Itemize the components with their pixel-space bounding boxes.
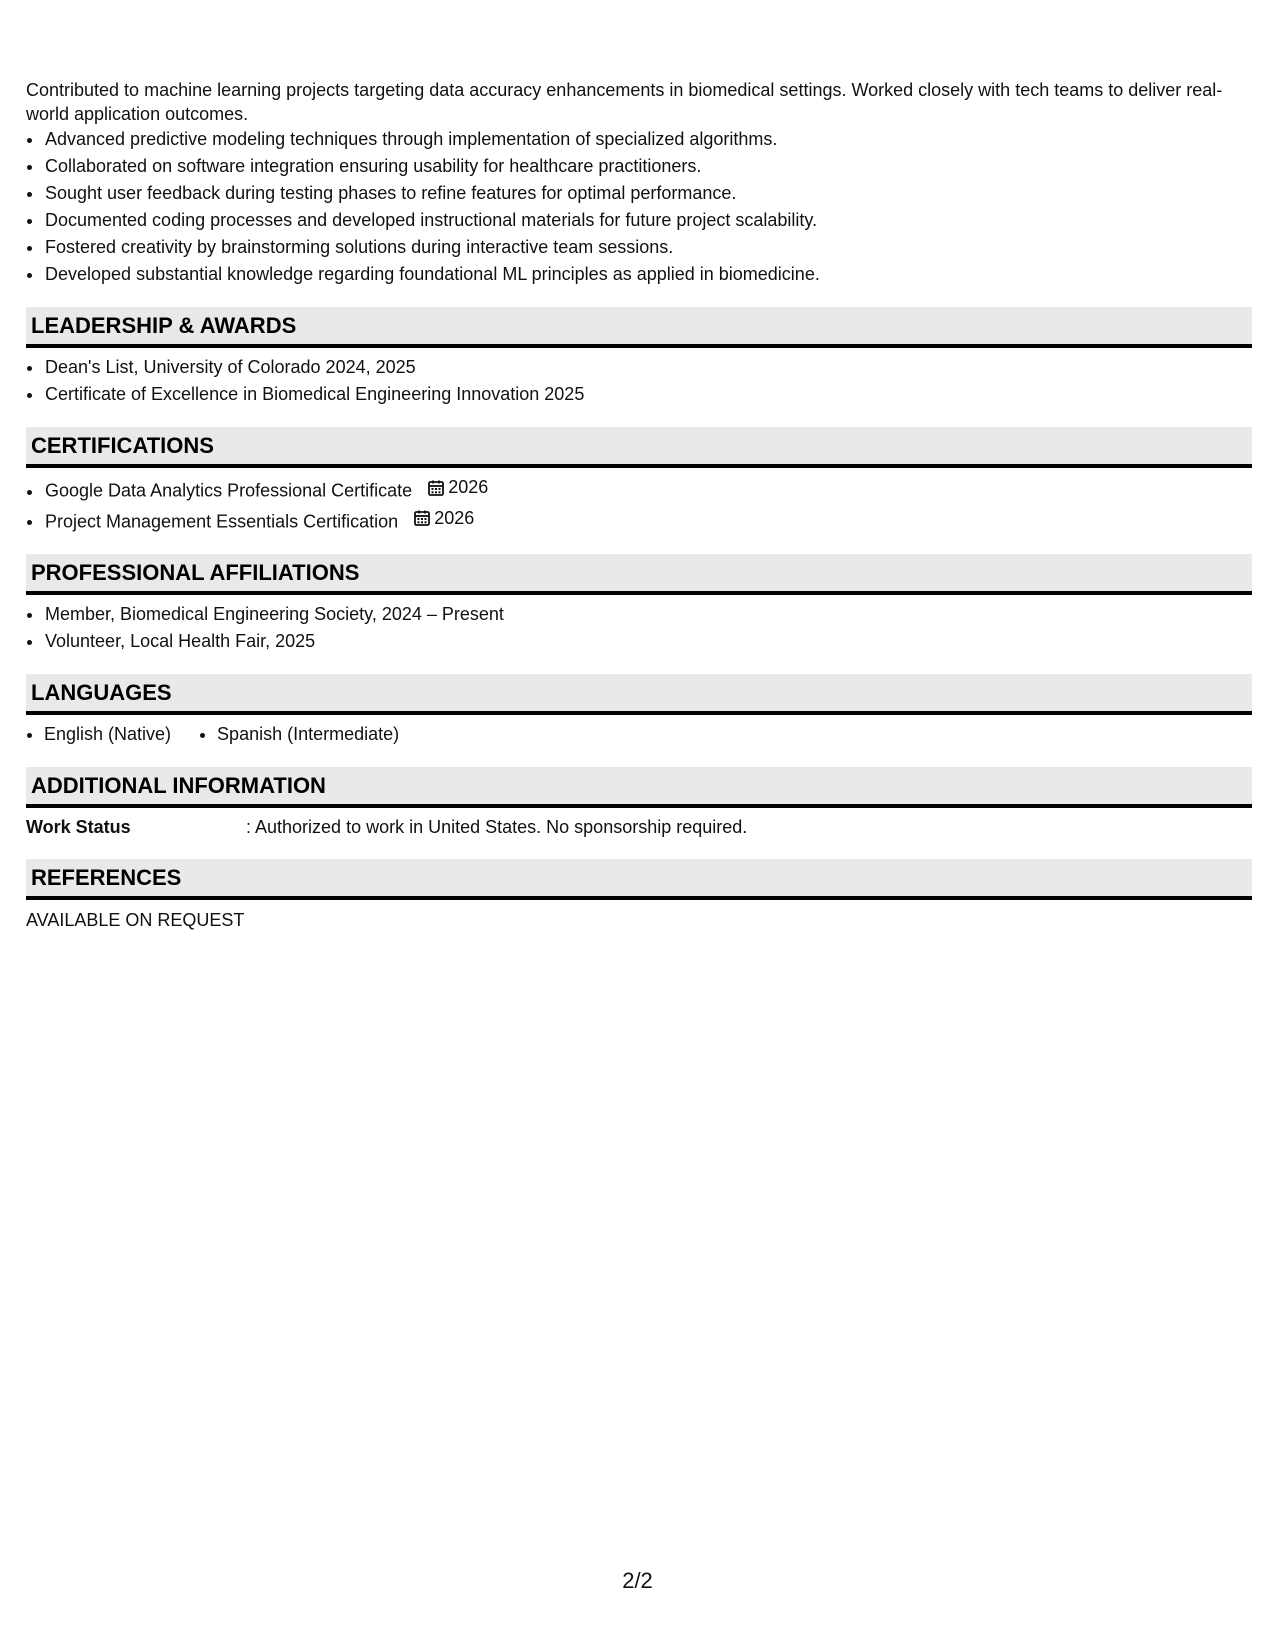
section-header-additional: ADDITIONAL INFORMATION: [26, 767, 1252, 808]
work-status-value: : Authorized to work in United States. No sponsorship required.: [246, 817, 748, 837]
list-item: • Sought user feedback during testing phases to refine features for optimal performance.: [44, 180, 1252, 207]
work-status-row: [26, 814, 1252, 840]
references-text: AVAILABLE ON REQUEST: [26, 910, 245, 930]
work-status-label: Work Status: [26, 817, 131, 837]
list-item: • Dean's List, University of Colorado 2024, 2025: [44, 354, 1252, 381]
affiliations-list: [26, 601, 1252, 655]
list-item: • Advanced predictive modeling techniques through implementation of specialized algorithms.: [44, 126, 1252, 153]
experience-bullets: [26, 126, 1252, 288]
list-item: • Certificate of Excellence in Biomedical Engineering Innovation 2025: [44, 381, 1252, 408]
list-item: • Member, Biomedical Engineering Society, 2024 – Present: [44, 601, 1252, 628]
list-item: • Developed substantial knowledge regarding foundational ML principles as applied in biomedicine.: [44, 261, 1252, 288]
section-header-leadership: LEADERSHIP & AWARDS: [26, 307, 1252, 348]
resume-page: [26, 78, 1252, 934]
languages-list: [26, 721, 1252, 748]
certifications-list: [26, 474, 1252, 535]
certification-date: [427, 474, 488, 501]
section-header-certifications: CERTIFICATIONS: [26, 427, 1252, 468]
list-item: • Collaborated on software integration ensuring usability for healthcare practitioners.: [44, 153, 1252, 180]
certification-item: [44, 474, 1252, 505]
calendar-icon: [413, 509, 431, 527]
certification-name: Project Management Essentials Certification: [45, 511, 399, 531]
list-item: • Fostered creativity by brainstorming solutions during interactive team sessions.: [44, 234, 1252, 261]
section-header-languages: LANGUAGES: [26, 674, 1252, 715]
certification-name: Google Data Analytics Professional Certificate: [45, 480, 413, 501]
certification-item: [44, 505, 1252, 536]
language-item: • English (Native): [44, 721, 171, 748]
certification-date: [413, 505, 474, 532]
section-header-affiliations: PROFESSIONAL AFFILIATIONS: [26, 554, 1252, 595]
list-item: • Documented coding processes and developed instructional materials for future project scalability.: [44, 207, 1252, 234]
language-item: • Spanish (Intermediate): [217, 721, 399, 748]
page-number: 2/2: [622, 1568, 653, 1593]
calendar-icon: [427, 479, 445, 497]
certification-year: 2026: [448, 477, 489, 497]
list-item: • Volunteer, Local Health Fair, 2025: [44, 628, 1252, 655]
certification-year: 2026: [434, 507, 475, 528]
experience-summary: Contributed to machine learning projects targeting data accuracy enhancements in biomedical settings. Worked closely with tech teams to deliver real-world application outcomes.: [26, 80, 1223, 124]
section-header-references: REFERENCES: [26, 859, 1252, 900]
leadership-list: [26, 354, 1252, 408]
